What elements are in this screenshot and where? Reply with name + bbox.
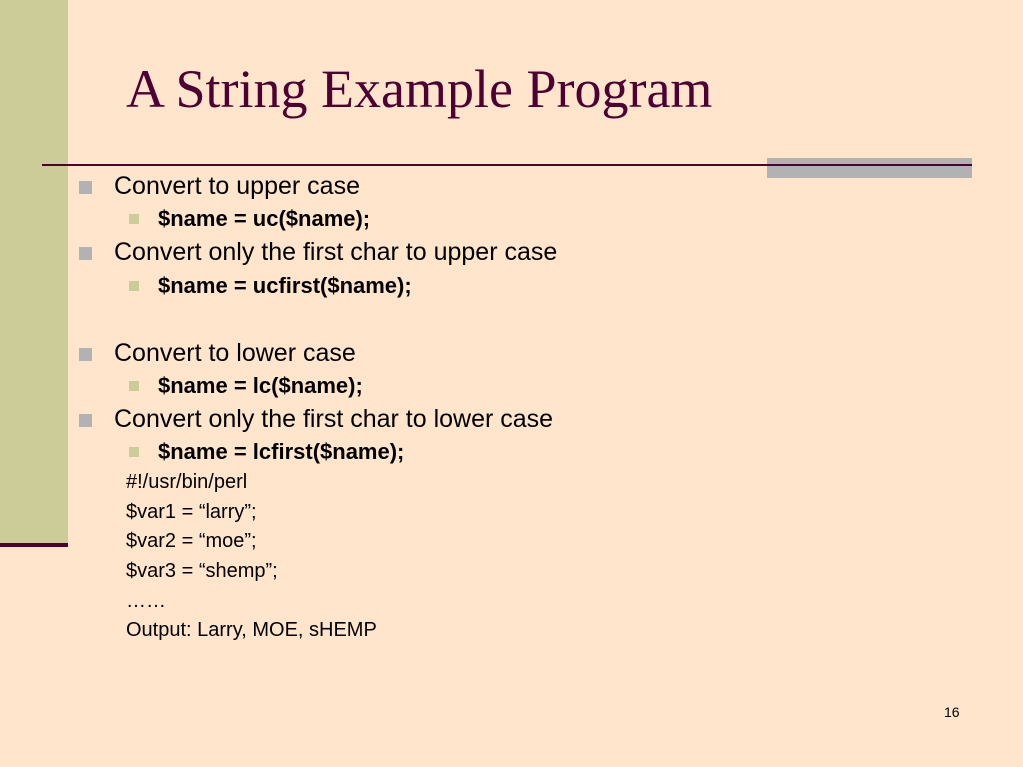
code-line: $var3 = “shemp”; [126, 560, 278, 582]
slide-number: 16 [944, 704, 960, 720]
code-line: …… [126, 590, 166, 612]
square-bullet-icon [129, 281, 139, 291]
bullet-text: Convert to upper case [114, 172, 360, 200]
title-accent-bar [767, 158, 972, 178]
square-bullet-icon [79, 348, 92, 361]
code-line: Output: Larry, MOE, sHEMP [126, 619, 377, 641]
sub-bullet-code: $name = lcfirst($name); [158, 439, 405, 464]
bullet-text: Convert only the first char to lower case [114, 405, 554, 433]
code-line: #!/usr/bin/perl [126, 471, 248, 493]
sub-bullet-code: $name = uc($name); [158, 206, 371, 231]
square-bullet-icon [129, 447, 139, 457]
square-bullet-icon [129, 381, 139, 391]
slide-title: A String Example Program [126, 59, 713, 119]
side-decoration-bar [0, 0, 68, 545]
title-accent-rule [767, 164, 972, 166]
sub-bullet-code: $name = lc($name); [158, 373, 363, 398]
bullet-text: Convert only the first char to upper case [114, 238, 558, 266]
square-bullet-icon [79, 181, 92, 194]
sub-bullet-code: $name = ucfirst($name); [158, 273, 412, 298]
side-bar-bottom-rule [0, 543, 68, 547]
square-bullet-icon [79, 414, 92, 427]
code-line: $var2 = “moe”; [126, 530, 257, 552]
code-line: $var1 = “larry”; [126, 501, 257, 523]
square-bullet-icon [79, 247, 92, 260]
square-bullet-icon [129, 214, 139, 224]
bullet-text: Convert to lower case [114, 339, 356, 367]
